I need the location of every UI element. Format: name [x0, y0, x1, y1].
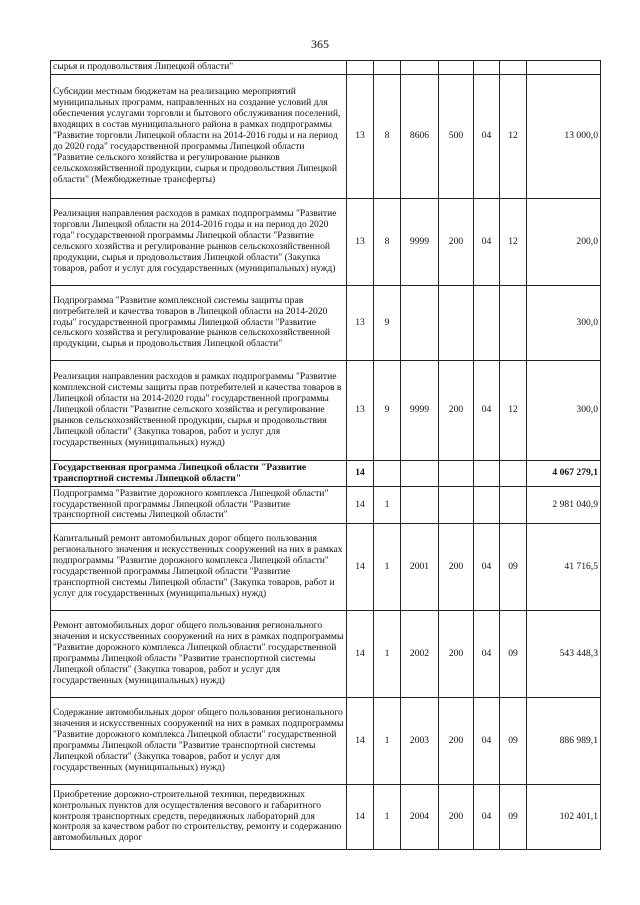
section-cell — [474, 487, 500, 524]
subprogram-code-cell: 1 — [374, 487, 401, 524]
direction-code-cell: 2001 — [401, 524, 439, 611]
row-name-cell: Подпрограмма "Развитие дорожного комплекса Липецкой области" государственной программы Липецкой области "Развитие транспортной системы Липецкой области" — [51, 487, 347, 524]
section-cell — [474, 61, 500, 75]
row-name-cell: Реализация направления расходов в рамках подпрограммы "Развитие торговли Липецкой области на 2014-2016 годы и на период до 2020 года" государственной программы Липецкой области "Развитие сельского хозяйства и регулирование рынков сельскохозяйственной продукции, сырья и продовольствия Липецкой области" (Закупка товаров, работ и услуг для государственных (муниципальных) нужд) — [51, 199, 347, 286]
amount-cell: 41 716,5 — [527, 524, 601, 611]
direction-code-cell: 2004 — [401, 785, 439, 850]
section-cell: 04 — [474, 611, 500, 698]
subprogram-code-cell: 9 — [374, 286, 401, 361]
amount-cell: 4 067 279,1 — [527, 461, 601, 487]
expense-type-cell — [439, 487, 474, 524]
program-code-cell: 14 — [347, 611, 374, 698]
subprogram-code-cell: 1 — [374, 698, 401, 785]
subsection-cell: 09 — [500, 785, 527, 850]
amount-cell: 300,0 — [527, 286, 601, 361]
program-code-cell: 13 — [347, 75, 374, 199]
program-code-cell: 13 — [347, 199, 374, 286]
expense-type-cell — [439, 286, 474, 361]
amount-cell: 200,0 — [527, 199, 601, 286]
amount-cell: 886 989,1 — [527, 698, 601, 785]
subsection-cell: 12 — [500, 75, 527, 199]
table-row — [51, 698, 601, 785]
row-name-cell: Содержание автомобильных дорог общего пользования регионального значения и искусственных сооружений на них в рамках подпрограммы "Развитие дорожного комплекса Липецкой области" государственной программы Липецкой области "Развитие транспортной системы Липецкой области" (Закупка товаров, работ и услуг для государственных (муниципальных) нужд) — [51, 698, 347, 785]
subsection-cell — [500, 286, 527, 361]
section-cell: 04 — [474, 361, 500, 461]
budget-table — [50, 60, 601, 850]
row-name-cell: Приобретение дорожно-строительной техники, передвижных контрольных пунктов для осуществления весового и габаритного контроля транспортных средств, передвижных лабораторий для контроля за качеством работ по строительству, ремонту и содержанию автомобильных дорог — [51, 785, 347, 850]
expense-type-cell: 200 — [439, 785, 474, 850]
table-row — [51, 286, 601, 361]
direction-code-cell: 9999 — [401, 199, 439, 286]
subprogram-code-cell — [374, 461, 401, 487]
direction-code-cell — [401, 461, 439, 487]
section-cell — [474, 461, 500, 487]
table-row — [51, 785, 601, 850]
amount-cell: 543 448,3 — [527, 611, 601, 698]
subsection-cell: 09 — [500, 524, 527, 611]
page-number: 365 — [311, 37, 329, 51]
section-cell: 04 — [474, 199, 500, 286]
subsection-cell: 09 — [500, 611, 527, 698]
table-row — [51, 487, 601, 524]
program-code-cell: 13 — [347, 361, 374, 461]
direction-code-cell — [401, 61, 439, 75]
expense-type-cell — [439, 461, 474, 487]
amount-cell: 13 000,0 — [527, 75, 601, 199]
row-name-cell: Ремонт автомобильных дорог общего пользования регионального значения и искусственных сооружений на них в рамках подпрограммы "Развитие дорожного комплекса Липецкой области" государственной программы Липецкой области "Развитие транспортной системы Липецкой области" (Закупка товаров, работ и услуг для государственных (муниципальных) нужд) — [51, 611, 347, 698]
row-name-cell: сырья и продовольствия Липецкой области" — [51, 61, 347, 75]
expense-type-cell: 200 — [439, 524, 474, 611]
program-code-cell: 13 — [347, 286, 374, 361]
direction-code-cell — [401, 286, 439, 361]
program-code-cell — [347, 61, 374, 75]
expense-type-cell: 200 — [439, 199, 474, 286]
subprogram-code-cell: 8 — [374, 199, 401, 286]
section-cell — [474, 286, 500, 361]
program-code-cell: 14 — [347, 487, 374, 524]
expense-type-cell — [439, 61, 474, 75]
amount-cell — [527, 61, 601, 75]
subprogram-code-cell: 8 — [374, 75, 401, 199]
section-cell: 04 — [474, 785, 500, 850]
section-cell: 04 — [474, 524, 500, 611]
row-name-cell: Капитальный ремонт автомобильных дорог общего пользования регионального значения и искусственных сооружений на них в рамках подпрограммы "Развитие дорожного комплекса Липецкой области" государственной программы Липецкой области "Развитие транспортной системы Липецкой области" (Закупка товаров, работ и услуг для государственных (муниципальных) нужд) — [51, 524, 347, 611]
subsection-cell: 09 — [500, 698, 527, 785]
program-code-cell: 14 — [347, 698, 374, 785]
subsection-cell — [500, 487, 527, 524]
program-code-cell: 14 — [347, 461, 374, 487]
program-code-cell: 14 — [347, 785, 374, 850]
expense-type-cell: 200 — [439, 361, 474, 461]
expense-type-cell: 200 — [439, 611, 474, 698]
section-cell: 04 — [474, 75, 500, 199]
direction-code-cell: 9999 — [401, 361, 439, 461]
row-name-cell: Реализация направления расходов в рамках подпрограммы "Развитие комплексной системы защиты прав потребителей и качества товаров в Липецкой области на 2014-2020 годы" государственной программы Липецкой области "Развитие сельского хозяйства и регулирование рынков сельскохозяйственной продукции, сырья и продовольствия Липецкой области" (Закупка товаров, работ и услуг для государственных (муниципальных) нужд) — [51, 361, 347, 461]
program-code-cell: 14 — [347, 524, 374, 611]
direction-code-cell: 2003 — [401, 698, 439, 785]
subprogram-code-cell: 1 — [374, 785, 401, 850]
expense-type-cell: 200 — [439, 698, 474, 785]
subprogram-code-cell — [374, 61, 401, 75]
amount-cell: 102 401,1 — [527, 785, 601, 850]
subprogram-code-cell: 1 — [374, 611, 401, 698]
subprogram-code-cell: 1 — [374, 524, 401, 611]
direction-code-cell: 8606 — [401, 75, 439, 199]
row-name-cell: Государственная программа Липецкой области "Развитие транспортной системы Липецкой области" — [51, 461, 347, 487]
expense-type-cell: 500 — [439, 75, 474, 199]
direction-code-cell: 2002 — [401, 611, 439, 698]
section-cell: 04 — [474, 698, 500, 785]
table-row — [51, 199, 601, 286]
table-row — [51, 461, 601, 487]
table-row — [51, 61, 601, 75]
subsection-cell — [500, 461, 527, 487]
amount-cell: 2 981 040,9 — [527, 487, 601, 524]
subsection-cell: 12 — [500, 199, 527, 286]
amount-cell: 300,0 — [527, 361, 601, 461]
subsection-cell: 12 — [500, 361, 527, 461]
table-row — [51, 361, 601, 461]
row-name-cell: Подпрограмма "Развитие комплексной системы защиты прав потребителей и качества товаров в Липецкой области на 2014-2020 годы" государственной программы Липецкой области "Развитие сельского хозяйства и регулирование рынков сельскохозяйственной продукции, сырья и продовольствия Липецкой области" — [51, 286, 347, 361]
direction-code-cell — [401, 487, 439, 524]
subsection-cell — [500, 61, 527, 75]
table-row — [51, 75, 601, 199]
table-row — [51, 524, 601, 611]
table-row — [51, 611, 601, 698]
subprogram-code-cell: 9 — [374, 361, 401, 461]
row-name-cell: Субсидии местным бюджетам на реализацию мероприятий муниципальных программ, направленных на создание условий для обеспечения услугами торговли и бытового обслуживания поселений, входящих в состав муниципального района в рамках подпрограммы "Развитие торговли Липецкой области на 2014-2016 годы и на период до 2020 года" государственной программы Липецкой области "Развитие сельского хозяйства и регулирование рынков сельскохозяйственной продукции, сырья и продовольствия Липецкой области" (Межбюджетные трансферты) — [51, 75, 347, 199]
